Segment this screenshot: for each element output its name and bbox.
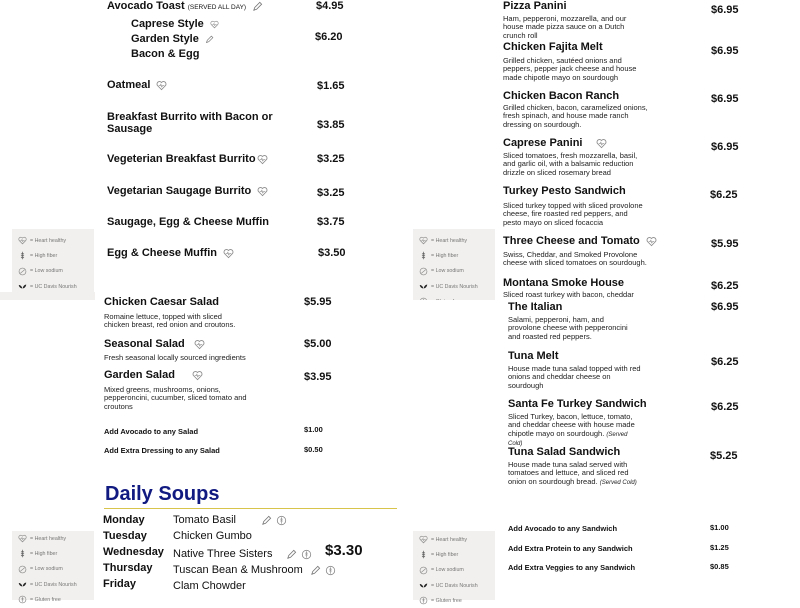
- item-price: $5.25: [710, 450, 738, 462]
- item-description: Sliced turkey topped with sliced provolone cheese, fire roasted red peppers, and pesto mayo on sliced focaccia: [503, 201, 643, 227]
- item-price: $6.25: [711, 280, 739, 292]
- menu-item: Saugage, Egg & Cheese Muffin: [107, 216, 269, 228]
- item-description: [508, 413, 643, 448]
- section-divider: [104, 508, 397, 509]
- item-description: Mixed greens, mushrooms, onions, pepperoncini, cucumber, sliced tomato and croutons: [104, 385, 247, 411]
- addon-item: Add Avocado to any Sandwich: [508, 524, 618, 533]
- item-name: Oatmeal: [107, 79, 151, 91]
- breakfast-section: [0, 0, 400, 300]
- soups-title: Daily Soups: [105, 483, 220, 505]
- dietary-legend: [413, 229, 495, 300]
- heart-healthy-icon: [18, 534, 27, 543]
- item-price: $3.25: [317, 153, 345, 165]
- heart-healthy-icon: [419, 535, 428, 544]
- menu-item: [503, 235, 657, 247]
- addon-price: $1.00: [304, 425, 323, 434]
- high-fiber-icon: [276, 515, 287, 526]
- legend-item: [419, 593, 489, 608]
- item-price: $6.95: [711, 93, 739, 105]
- item-price: $6.95: [711, 45, 739, 57]
- menu-item: [107, 247, 234, 259]
- soup-row: [173, 548, 312, 560]
- soup-day: Friday: [103, 578, 137, 590]
- high-fiber-icon: [419, 550, 428, 559]
- soup-day: Monday: [103, 514, 145, 526]
- desc-text: House made tuna salad served with tomatoes and lettuce, and sliced red onion on sourdough bread.: [508, 460, 629, 486]
- legend-item: [419, 264, 489, 279]
- item-description: Grilled chicken, bacon, caramelized onions, fresh spinach, and house made ranch dressing on sourdough.: [503, 103, 648, 129]
- item-price: $1.65: [317, 80, 345, 92]
- dietary-legend: [413, 531, 495, 604]
- item-price: $4.95: [316, 0, 344, 12]
- addon-price: $1.00: [710, 523, 729, 532]
- legend-item: [419, 532, 489, 547]
- pen-icon: [205, 35, 214, 44]
- legend-item: [419, 547, 489, 562]
- addon-item: Add Avocado to any Salad: [104, 427, 199, 436]
- legend-item: [18, 248, 88, 263]
- legend-item: [18, 577, 88, 592]
- menu-item: [107, 0, 263, 12]
- menu-item: Breakfast Burrito with Bacon or Sausage: [107, 111, 273, 135]
- pen-icon: [261, 515, 272, 526]
- high-fiber-icon: [301, 549, 312, 560]
- sandwiches-section-bottom: [400, 300, 800, 604]
- addon-item: Add Extra Veggies to any Sandwich: [508, 563, 636, 572]
- heart-healthy-icon: [156, 80, 167, 91]
- desc-text: Sliced Turkey, bacon, lettuce, tomato, and cheddar cheese with house made chipotle mayo on sourdough.: [508, 412, 635, 438]
- item-name: Three Cheese and Tomato: [503, 235, 640, 247]
- served-cold-note: (Served Cold): [508, 431, 628, 447]
- heart-healthy-icon: [257, 154, 268, 165]
- item-description: Romaine lettuce, topped with sliced chicken breast, red onion and croutons.: [104, 312, 236, 330]
- heart-healthy-icon: [192, 370, 203, 381]
- soup-name: Clam Chowder: [173, 580, 246, 592]
- item-price: $6.95: [711, 141, 739, 153]
- low-sodium-icon: [419, 566, 428, 575]
- menu-item-name: Tuna Salad Sandwich: [508, 446, 621, 458]
- legend-label: = UC Davis Nourish: [30, 581, 77, 588]
- menu-item: [503, 137, 607, 149]
- heart-healthy-icon: [596, 138, 607, 149]
- high-fiber-icon: [18, 549, 27, 558]
- addon-price: $0.85: [710, 562, 729, 571]
- pen-icon: [310, 565, 321, 576]
- item-name: Caprese Panini: [503, 137, 583, 149]
- menu-item-name: Chicken Bacon Ranch: [503, 90, 620, 102]
- high-fiber-icon: [18, 251, 27, 260]
- legend-item: [18, 592, 88, 607]
- gluten-free-icon: [18, 595, 27, 604]
- menu-item: [104, 369, 203, 381]
- legend-label: = Gluten free: [30, 596, 61, 603]
- legend-item: [18, 562, 88, 577]
- served-cold-note: (Served Cold): [599, 479, 637, 486]
- legend-item: [419, 563, 489, 578]
- legend-label: = Heart healthy: [431, 536, 468, 543]
- addon-price: $1.25: [710, 543, 729, 552]
- item-description: Fresh seasonal locally sourced ingredients: [104, 353, 246, 362]
- legend-label: = UC Davis Nourish: [30, 283, 77, 290]
- legend-item: [419, 233, 489, 248]
- item-price: $3.50: [318, 247, 346, 259]
- legend-label: = High fiber: [30, 252, 58, 259]
- legend-label: = Low sodium: [30, 566, 63, 573]
- high-fiber-icon: [419, 251, 428, 260]
- item-name: Garden Style: [131, 33, 199, 45]
- pen-icon: [286, 549, 297, 560]
- item-price: $6.20: [315, 31, 343, 43]
- item-price: $5.00: [304, 338, 332, 350]
- gluten-free-icon: [419, 596, 428, 605]
- low-sodium-icon: [18, 267, 27, 276]
- low-sodium-icon: [18, 565, 27, 574]
- menu-item-variant: Bacon & Egg: [131, 48, 200, 60]
- item-price: $5.95: [304, 296, 332, 308]
- heart-healthy-icon: [210, 20, 219, 29]
- heart-healthy-icon: [194, 339, 205, 350]
- heart-healthy-icon: [257, 186, 268, 197]
- soup-name: Native Three Sisters: [173, 548, 273, 560]
- dietary-legend: [0, 292, 95, 300]
- heart-healthy-icon: [646, 236, 657, 247]
- legend-label: = Gluten free: [431, 597, 462, 604]
- menu-item-variant: [131, 33, 214, 45]
- uc-davis-nourish-icon: [18, 282, 27, 291]
- dietary-legend: [12, 531, 94, 603]
- legend-item: [419, 248, 489, 263]
- addon-item: Add Extra Protein to any Sandwich: [508, 544, 633, 553]
- item-name: Avocado Toast: [107, 0, 185, 12]
- legend-label: = High fiber: [30, 550, 58, 557]
- legend-item: [18, 264, 88, 279]
- dietary-legend: [12, 229, 94, 300]
- legend-item: [18, 233, 88, 248]
- legend-item: [419, 578, 489, 593]
- menu-item: [104, 338, 205, 350]
- item-price: $5.95: [711, 238, 739, 250]
- uc-davis-nourish-icon: [18, 580, 27, 589]
- soup-price: $3.30: [325, 542, 363, 559]
- item-price: $6.95: [711, 301, 739, 313]
- item-price: $6.25: [711, 401, 739, 413]
- legend-item: [18, 531, 88, 546]
- menu-item: [107, 153, 268, 165]
- item-name: Garden Salad: [104, 369, 175, 381]
- addon-item: Add Extra Dressing to any Salad: [104, 446, 220, 455]
- soup-day: Wednesday: [103, 546, 164, 558]
- item-price: $6.25: [710, 189, 738, 201]
- menu-item: [107, 79, 167, 91]
- legend-label: = High fiber: [431, 252, 459, 259]
- item-price: $3.25: [317, 187, 345, 199]
- item-price: $3.75: [317, 216, 345, 228]
- legend-label: = Heart healthy: [431, 237, 468, 244]
- menu-item-name: Tuna Melt: [508, 350, 559, 362]
- item-price: $6.95: [711, 4, 739, 16]
- soup-name: Tuscan Bean & Mushroom: [173, 564, 303, 576]
- item-description: [508, 461, 638, 487]
- menu-item-name: Chicken Caesar Salad: [104, 296, 219, 308]
- soup-row: [173, 564, 336, 576]
- heart-healthy-icon: [419, 236, 428, 245]
- high-fiber-icon: [325, 565, 336, 576]
- item-description: Salami, pepperoni, ham, and provolone cheese with pepperoncini and roasted red peppers.: [508, 315, 628, 341]
- item-price: $3.85: [317, 119, 345, 131]
- item-description: Ham, pepperoni, mozzarella, and our house made pizza sauce on a Dutch crunch roll: [503, 14, 627, 40]
- legend-label: = Low sodium: [431, 567, 464, 574]
- item-description: House made tuna salad topped with red onions and cheddar cheese on sourdough: [508, 364, 641, 390]
- uc-davis-nourish-icon: [419, 282, 428, 291]
- item-name: Caprese Style: [131, 18, 204, 30]
- menu-item-name: Santa Fe Turkey Sandwich: [508, 398, 647, 410]
- heart-healthy-icon: [223, 248, 234, 259]
- item-name: Vegetarian Saugage Burrito: [107, 185, 252, 197]
- item-price: $3.95: [304, 371, 332, 383]
- menu-item: [107, 185, 268, 197]
- menu-item-variant: [131, 18, 219, 30]
- legend-label: = High fiber: [431, 551, 459, 558]
- item-description: Swiss, Cheddar, and Smoked Provolone cheese with sliced tomatoes on sourdough.: [503, 250, 647, 268]
- legend-label: = UC Davis Nourish: [431, 582, 478, 589]
- legend-item: [18, 546, 88, 561]
- item-name: Seasonal Salad: [104, 338, 185, 350]
- legend-label: = Low sodium: [431, 268, 464, 275]
- menu-item-name: Turkey Pesto Sandwich: [503, 185, 626, 197]
- legend-item: [419, 279, 489, 294]
- item-description: Grilled chicken, sautéed onions and peppers, pepper jack cheese and house made chipotle mayo on sourdough: [503, 56, 637, 82]
- salads-soups-section: [0, 296, 400, 603]
- low-sodium-icon: [419, 267, 428, 276]
- soup-row: [173, 514, 287, 526]
- addon-price: $0.50: [304, 445, 323, 454]
- menu-item-name: Pizza Panini: [503, 0, 567, 12]
- legend-label: = Heart healthy: [30, 535, 67, 542]
- uc-davis-nourish-icon: [419, 581, 428, 590]
- legend-label: = Low sodium: [30, 268, 63, 275]
- item-description: Sliced roast turkey with bacon, cheddar: [503, 290, 634, 299]
- item-note: (SERVED ALL DAY): [187, 4, 247, 11]
- nourish-pen-icon: [252, 1, 263, 12]
- menu-item-name: Chicken Fajita Melt: [503, 41, 603, 53]
- item-price: $6.25: [711, 356, 739, 368]
- item-description: Sliced tomatoes, fresh mozzarella, basil, and garlic oil, with a balsamic reduction drizzle on sliced rosemary bread: [503, 151, 638, 177]
- soup-name: Chicken Gumbo: [173, 530, 252, 542]
- heart-healthy-icon: [18, 236, 27, 245]
- soup-day: Thursday: [103, 562, 153, 574]
- soup-name: Tomato Basil: [173, 514, 236, 526]
- sandwiches-section-top: [400, 0, 800, 300]
- item-name: Egg & Cheese Muffin: [107, 247, 218, 259]
- soup-day: Tuesday: [103, 530, 147, 542]
- menu-item-name: Montana Smoke House: [503, 277, 625, 289]
- item-name: Vegeterian Breakfast Burrito: [107, 153, 256, 165]
- menu-item-name: The Italian: [508, 301, 563, 313]
- legend-label: = UC Davis Nourish: [431, 283, 478, 290]
- legend-label: = Heart healthy: [30, 237, 67, 244]
